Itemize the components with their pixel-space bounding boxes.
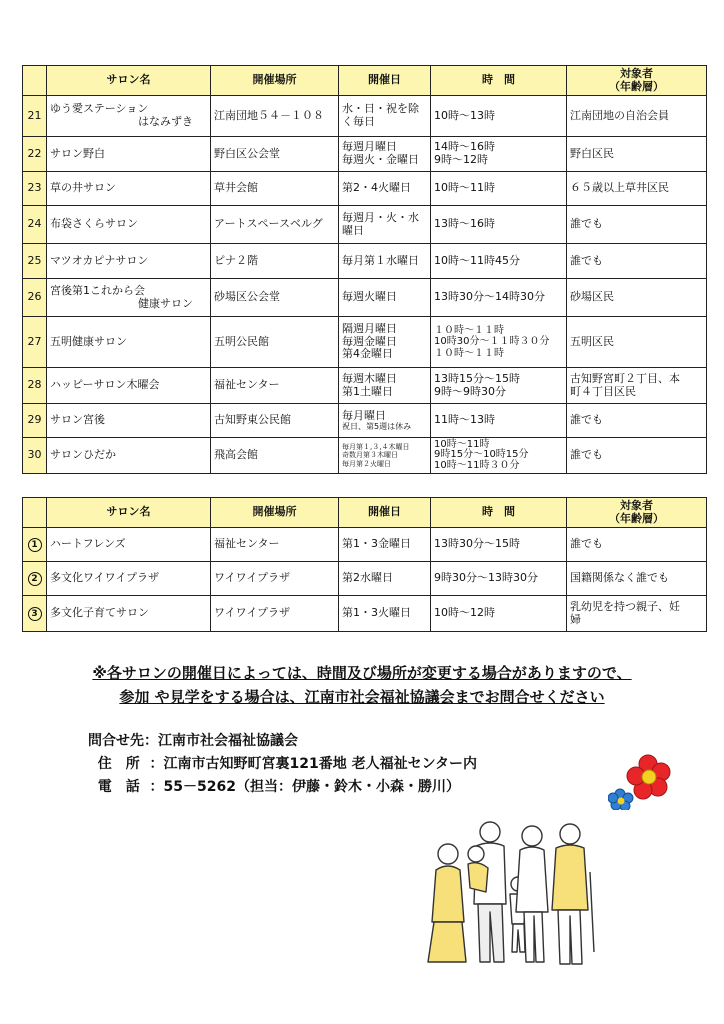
table-row — [23, 404, 707, 438]
date — [339, 137, 431, 172]
salon-name: サロンひだか — [47, 438, 211, 474]
contact-phone: 55－5262（担当：伊藤・鈴木・小森・勝川） — [163, 779, 460, 795]
target-line: 町４丁目区民 — [570, 384, 636, 398]
date-line: 第1土曜日 — [342, 384, 393, 398]
time: 10時～11時45分 — [431, 244, 567, 279]
salon-table-1 — [22, 65, 707, 474]
row-number: 24 — [23, 206, 47, 244]
table-row — [23, 206, 707, 244]
header-date: 開催日 — [339, 498, 431, 528]
date: 毎週火曜日 — [339, 279, 431, 317]
row-number — [23, 562, 47, 596]
date-line: 毎週金曜日 — [342, 334, 397, 348]
header-venue: 開催場所 — [211, 66, 339, 96]
row-number: 28 — [23, 368, 47, 404]
venue: 福祉センター — [211, 368, 339, 404]
contact-row: 電 話 ：55－5262（担当：伊藤・鈴木・小森・勝川） — [97, 779, 460, 795]
target: 誰でも — [567, 404, 707, 438]
contact-block — [88, 730, 477, 799]
target: 誰でも — [567, 206, 707, 244]
target: 五明区民 — [567, 317, 707, 368]
target: 砂場区民 — [567, 279, 707, 317]
venue: 福祉センター — [211, 528, 339, 562]
date-line: 毎週月曜日 — [342, 140, 397, 154]
time-line: 10時30分～１１時３０分 — [434, 336, 550, 348]
time: 9時30分～13時30分 — [431, 562, 567, 596]
table-row — [23, 596, 707, 632]
header-target-label: 対象者 — [620, 498, 653, 512]
row-number: 29 — [23, 404, 47, 438]
row-number: 21 — [23, 96, 47, 137]
header-venue: 開催場所 — [211, 498, 339, 528]
salon-name: サロン宮後 — [47, 404, 211, 438]
date-line: 曜日 — [342, 223, 364, 237]
contact-label: 電 話 — [97, 779, 140, 795]
venue: ピナ２階 — [211, 244, 339, 279]
table-row — [23, 368, 707, 404]
venue: 飛高会館 — [211, 438, 339, 474]
table-row — [23, 137, 707, 172]
circled-number: 3 — [28, 607, 42, 621]
table-row — [23, 317, 707, 368]
date-line: 毎週火・金曜日 — [342, 153, 419, 166]
time — [431, 368, 567, 404]
date-line: 毎週木曜日 — [342, 371, 397, 385]
header-number-cell — [23, 66, 47, 96]
date-line: 奇数月第３木曜日 — [342, 451, 398, 460]
time — [431, 137, 567, 172]
table-row — [23, 438, 707, 474]
header-target-label: 対象者 — [620, 66, 653, 80]
date — [339, 438, 431, 474]
salon-name: 多文化子育てサロン — [47, 596, 211, 632]
date: 第2・4火曜日 — [339, 172, 431, 206]
notice-text-1: ※各サロンの開催日によっては、時間及び場所が変更する場合がありますので、 — [92, 664, 632, 682]
notice-line-1 — [0, 662, 724, 683]
contact-organization: 江南市社会福祉協議会 — [158, 733, 298, 749]
time-line: 9時15分～10時15分 — [434, 449, 529, 461]
time-line: 9時～12時 — [434, 153, 488, 166]
table-row — [23, 279, 707, 317]
table-header-row — [23, 66, 707, 96]
contact-row: 問合せ先：江南市社会福祉協議会 — [88, 733, 298, 749]
salon-name: 五明健康サロン — [47, 317, 211, 368]
date-line: 第4金曜日 — [342, 347, 393, 361]
date-line: 毎月第２火曜日 — [342, 459, 391, 468]
date-line: 水・日・祝を除 — [342, 102, 419, 116]
family-illustration — [420, 812, 610, 972]
date — [339, 206, 431, 244]
notice-text-2: 参加 や見学をする場合は、江南市社会福祉協議会までお問合せください — [119, 688, 605, 706]
date — [339, 317, 431, 368]
table-row — [23, 562, 707, 596]
circled-number: 1 — [28, 538, 42, 552]
time: 10時～13時 — [431, 96, 567, 137]
time-line: 13時15分～15時 — [434, 371, 520, 385]
venue: 江南団地５４－１０８ — [211, 96, 339, 137]
row-number: 26 — [23, 279, 47, 317]
header-age-label: （年齢層） — [609, 511, 664, 525]
header-target — [567, 498, 707, 528]
target: 江南団地の自治会員 — [567, 96, 707, 137]
table-row — [23, 528, 707, 562]
date — [339, 404, 431, 438]
date-note: 祝日、第5週は休み — [342, 422, 412, 432]
time-line: １０時～１１時 — [434, 324, 504, 336]
flower-icon — [608, 752, 672, 810]
venue: 五明公民館 — [211, 317, 339, 368]
salon-name-line: ゆう愛ステーション — [50, 102, 149, 116]
date-line: 毎月曜日 — [342, 408, 386, 422]
contact-label: 問合せ先 — [88, 733, 144, 749]
date: 毎月第１水曜日 — [339, 244, 431, 279]
table-row — [23, 96, 707, 137]
date — [339, 368, 431, 404]
target — [567, 596, 707, 632]
contact-row: 住 所 ：江南市古知野町宮裏121番地 老人福祉センター内 — [97, 756, 478, 772]
venue: 野白区公会堂 — [211, 137, 339, 172]
date: 第1・3火曜日 — [339, 596, 431, 632]
venue: 草井会館 — [211, 172, 339, 206]
time-line: 9時～9時30分 — [434, 384, 506, 398]
time-line: １０時～１１時 — [434, 347, 504, 359]
venue: ワイワイプラザ — [211, 562, 339, 596]
header-date: 開催日 — [339, 66, 431, 96]
time: 11時～13時 — [431, 404, 567, 438]
header-time: 時 間 — [431, 498, 567, 528]
salon-name-line: はなみずき — [138, 115, 193, 128]
notice-line-2 — [0, 686, 724, 707]
row-number — [23, 596, 47, 632]
row-number: 30 — [23, 438, 47, 474]
salon-name — [47, 96, 211, 137]
table-row — [23, 244, 707, 279]
date: 第2水曜日 — [339, 562, 431, 596]
venue: ワイワイプラザ — [211, 596, 339, 632]
row-number: 27 — [23, 317, 47, 368]
target: 誰でも — [567, 244, 707, 279]
salon-name: ハッピーサロン木曜会 — [47, 368, 211, 404]
salon-name: マツオカピナサロン — [47, 244, 211, 279]
target: 誰でも — [567, 438, 707, 474]
salon-name: 草の井サロン — [47, 172, 211, 206]
salon-name: 布袋さくらサロン — [47, 206, 211, 244]
venue: 砂場区公会堂 — [211, 279, 339, 317]
time — [431, 317, 567, 368]
target: 野白区民 — [567, 137, 707, 172]
time-line: 10時～11時 — [434, 438, 490, 450]
target-line: 婦 — [570, 612, 581, 626]
time: 13時～16時 — [431, 206, 567, 244]
venue: 古知野東公民館 — [211, 404, 339, 438]
salon-table-2 — [22, 497, 707, 632]
header-time: 時 間 — [431, 66, 567, 96]
target — [567, 368, 707, 404]
header-salon-name: サロン名 — [47, 66, 211, 96]
table-header-row — [23, 498, 707, 528]
time: 13時30分～15時 — [431, 528, 567, 562]
venue: アートスペースベルグ — [211, 206, 339, 244]
target: 国籍関係なく誰でも — [567, 562, 707, 596]
date-line: 毎月第１,３,４木曜日 — [342, 443, 410, 452]
time: 10時～12時 — [431, 596, 567, 632]
row-number: 22 — [23, 137, 47, 172]
salon-name — [47, 279, 211, 317]
row-number: 25 — [23, 244, 47, 279]
circled-number: 2 — [28, 572, 42, 586]
date-line: 隔週月曜日 — [342, 322, 397, 336]
contact-address: 江南市古知野町宮裏121番地 老人福祉センター内 — [163, 756, 478, 772]
time-line: 10時～11時３０分 — [434, 459, 520, 471]
target-line: 古知野宮町２丁目、本 — [570, 371, 680, 385]
date-line: く毎日 — [342, 115, 375, 128]
time: 13時30分～14時30分 — [431, 279, 567, 317]
salon-name: ハートフレンズ — [47, 528, 211, 562]
header-age-label: （年齢層） — [609, 79, 664, 93]
date-line: 毎週月・火・水 — [342, 210, 419, 224]
target: ６５歳以上草井区民 — [567, 172, 707, 206]
header-number-cell — [23, 498, 47, 528]
target-line: 乳幼児を持つ親子、妊 — [570, 599, 680, 613]
time-line: 14時～16時 — [434, 140, 495, 154]
time — [431, 438, 567, 474]
salon-name-line: 健康サロン — [138, 296, 193, 310]
contact-label: 住 所 — [97, 756, 140, 772]
date: 第1・3金曜日 — [339, 528, 431, 562]
time: 10時～11時 — [431, 172, 567, 206]
salon-name: サロン野白 — [47, 137, 211, 172]
salon-name: 多文化ワイワイプラザ — [47, 562, 211, 596]
salon-name-line: 宮後第1これから会 — [50, 283, 145, 297]
date — [339, 96, 431, 137]
row-number — [23, 528, 47, 562]
target: 誰でも — [567, 528, 707, 562]
header-target — [567, 66, 707, 96]
row-number: 23 — [23, 172, 47, 206]
table-row — [23, 172, 707, 206]
header-salon-name: サロン名 — [47, 498, 211, 528]
